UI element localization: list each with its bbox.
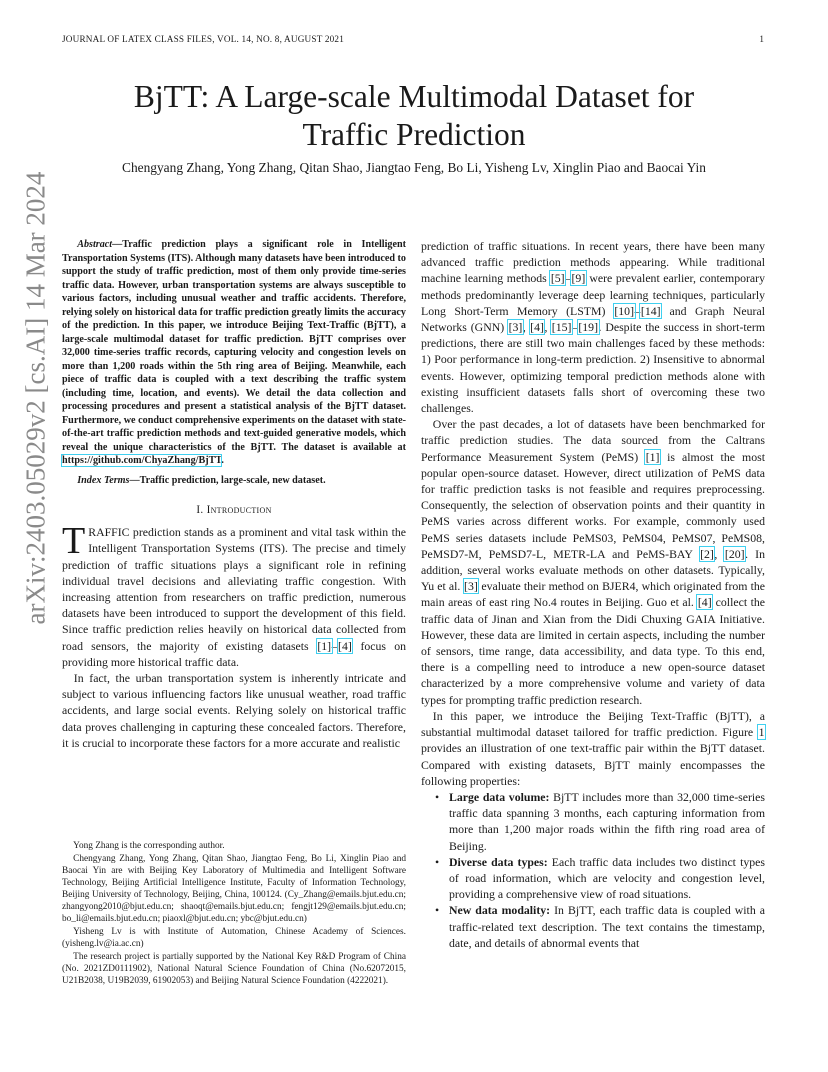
- separator: ,: [714, 546, 725, 561]
- text: evaluate their method on BJER4, which originated from the main areas of east ring No.4 routes in Beijing. Guo et al.: [421, 579, 766, 610]
- list-item-head: Diverse data types:: [449, 854, 548, 869]
- footnote-affiliation: Chengyang Zhang, Yong Zhang, Qitan Shao, Jiangtao Feng, Bo Li, Xinglin Piao and Baocai Yin are with Beijing Key Laboratory of Multimedia and Intelligent Software Technology, Beijing Artificial Intelligence Institute, Faculty of Information Technology, Beijing University of Technology, Beijing, China, 100124. (Cy_Zhang@emails.bjut.edu.cn; zhangyong2010@bjut.edu.cn; shaoqt@emails.bjut.edu.cn; fengjt129@emails.bjut.edu.cn; bo_li@emails.bjut.edu.cn; piaoxl@bjut.edu.cn; ybc@bjut.edu.cn): [62, 854, 406, 924]
- index-terms: [62, 474, 406, 488]
- citation-link[interactable]: [20]: [724, 546, 745, 561]
- separator: ,: [544, 320, 552, 335]
- first-word-rest: RAFFIC: [88, 525, 130, 540]
- title-line-1: BjTT: A Large-scale Multimodal Dataset for: [133, 79, 695, 114]
- running-head: JOURNAL OF LATEX CLASS FILES, VOL. 14, NO. 8, AUGUST 2021: [62, 34, 345, 44]
- abstract-text: —Traffic prediction plays a significant role in Intelligent Transportation Systems (ITS). Although many datasets have been introduced to support the study of traffic prediction, most of them only provide time-series traffic data. However, urban transportation systems are always susceptible to various factors, including unusual weather and traffic accidents. Therefore, relying solely on historical data for traffic prediction greatly limits the accuracy of the prediction. In this paper, we introduce Beijing Text-Traffic (BjTT), a large-scale multimodal dataset for traffic prediction. BjTT comprises over 32,000 time-series traffic records, capturing velocity and congestion levels on more than 1,200 roads within the 5th ring area of Beijing. Meanwhile, each piece of traffic data is coupled with a text describing the traffic system (including time, location, and events). We detail the data collection and processing procedures and present a statistical analysis of the BjTT dataset. Furthermore, we conduct comprehensive experiments on the dataset with state-of-the-art traffic prediction methods and text-guided generative models, which reveal the unique characteristics of the BjTT. The dataset is available at: [62, 239, 406, 453]
- intro-p1-text: prediction stands as a prominent and vital task within the Intelligent Transportation Systems (ITS). The precise and timely prediction of traffic situations plays a significant role in refining individual travel decisions and alleviating traffic congestion. With increasing attention from researchers on traffic prediction, numerous datasets have been introduced to support the development of this field. Since traffic prediction relies heavily on historical data collected from road sensors, the majority of existing datasets: [62, 525, 406, 653]
- citation-link[interactable]: [3]: [508, 320, 523, 335]
- separator: ,: [522, 320, 530, 335]
- list-item-text: BjTT includes more than 32,000 time-series traffic data spanning 3 months, each capturing information from more than 1,200 major roads within the fifth ring road area of Beijing.: [449, 789, 765, 853]
- citation-link[interactable]: [5]: [550, 271, 565, 286]
- properties-list: [421, 789, 765, 951]
- citation-link[interactable]: [9]: [571, 271, 586, 286]
- right-column: [421, 238, 765, 951]
- author-list: Chengyang Zhang, Yong Zhang, Qitan Shao, Jiangtao Feng, Bo Li, Yisheng Lv, Xinglin Piao and Baocai Yin: [122, 160, 706, 175]
- list-item: [421, 789, 765, 854]
- intro-p1-text-end: focus on providing more historical traffic data.: [62, 638, 406, 669]
- footnote-funding: The research project is partially supported by the National Key R&D Program of China (No. 2021ZD0111902), National Natural Science Foundation of China (No.62072015, U21B2038, U19B2039, 61902053) and Beijing Natural Science Foundation (4222021).: [62, 952, 406, 986]
- drop-cap: T: [62, 520, 86, 563]
- footnotes: [62, 840, 406, 988]
- citation-dash: –: [571, 320, 578, 335]
- citation-link[interactable]: [10]: [614, 303, 634, 318]
- footnote-affiliation-2: Yisheng Lv is with Institute of Automation, Chinese Academy of Sciences. (yisheng.lv@ia.ac.cn): [62, 927, 406, 949]
- dataset-link[interactable]: https://github.com/ChyaZhang/BjTT: [62, 455, 222, 466]
- section-number: I.: [196, 504, 207, 516]
- text: . Despite the success in short-term predictions, there are still two main challenges faced by these methods: 1) Poor performance in long-term prediction. 2) Insensitive to abnormal events. However, optimizing temporal prediction methods alone with existing insufficient datasets falls short of overcoming these two challenges.: [421, 320, 766, 416]
- intro-paragraph-1: [62, 520, 406, 670]
- citation-link[interactable]: [2]: [700, 546, 714, 561]
- list-item-text: In BjTT, each traffic data is coupled with a traffic-related text description. The text contains the timestamp, date, and details of abnormal events that: [449, 903, 765, 950]
- section-heading-introduction: [62, 502, 406, 518]
- bullet-icon: •: [435, 789, 440, 804]
- bullet-icon: •: [435, 854, 440, 869]
- abstract-label: Abstract: [77, 239, 113, 250]
- citation-link[interactable]: [4]: [697, 595, 712, 610]
- list-item: [421, 854, 765, 903]
- text: . In addition, several works evaluate methods on other datasets. Typically, Yu et al.: [421, 546, 765, 594]
- paper-title: [80, 78, 748, 154]
- list-item: [421, 902, 765, 951]
- right-paragraph-3: [421, 708, 765, 789]
- text: is almost the most popular open-source dataset. However, direct utilization of PeMS data for traffic prediction tasks is not feasible and requires preprocessing. Consequently, the selection of observation points and their quantity in PeMS varies across different works. For example, commonly used PeMS series datasets include PeMS03, PeMS04, PeMS07, PeMS08, PeMSD7-M, PeMSD7-L, METR-LA and PeMS-BAY: [421, 449, 765, 561]
- citation-dash: –: [331, 638, 338, 653]
- text: prediction of traffic situations. In recent years, there have been many advanced traffic prediction methods appearing. While traditional machine learning methods: [421, 239, 765, 286]
- citation-link[interactable]: [1]: [317, 638, 332, 653]
- citation-link[interactable]: [1]: [645, 449, 660, 464]
- list-item-head: New data modality:: [449, 903, 551, 918]
- citation-link[interactable]: [3]: [464, 579, 478, 594]
- text: provides an illustration of one text-traffic pair within the BjTT dataset. Compared with existing datasets, BjTT mainly encompasses the following properties:: [421, 741, 765, 788]
- text: collect the traffic data of Jinan and Xian from the Didi Chuxing GAIA Initiative. However, these data are limited in certain aspects, including the number of sensors, time range, data accessibility, and data type. To this end, there is a compelling need to introduce a new open-source dataset characterized by a more comprehensive volume and variety of data types for prompting traffic prediction research.: [421, 595, 766, 707]
- list-item-head: Large data volume:: [449, 789, 550, 804]
- figure-link[interactable]: 1: [758, 725, 765, 740]
- citation-link[interactable]: [4]: [338, 638, 352, 653]
- text: were prevalent earlier, contemporary methods predominantly leverage deep learning techniques, particularly Long Short-Term Memory (LSTM): [421, 271, 765, 318]
- citation-dash: –: [634, 303, 641, 318]
- bullet-icon: •: [435, 903, 440, 918]
- abstract: [62, 238, 406, 468]
- left-column: [62, 238, 406, 751]
- citation-link[interactable]: [4]: [530, 320, 544, 335]
- index-terms-label: Index Terms: [77, 474, 130, 486]
- abstract-end: .: [221, 455, 224, 466]
- page-number: 1: [759, 34, 764, 44]
- citation-link[interactable]: [19]: [578, 320, 598, 335]
- section-title: Introduction: [206, 504, 272, 516]
- index-terms-text: —Traffic prediction, large-scale, new dataset.: [129, 474, 326, 486]
- text: and Graph Neural Networks (GNN): [421, 303, 765, 335]
- citation-link[interactable]: [15]: [551, 320, 572, 335]
- title-line-2: Traffic Prediction: [302, 117, 526, 152]
- text: In this paper, we introduce the Beijing Text-Traffic (BjTT), a substantial multimodal dataset tailored for traffic prediction. Figure: [421, 708, 765, 740]
- intro-paragraph-2: In fact, the urban transportation system is inherently intricate and subject to various influencing factors like unusual weather, road traffic accidents, and large social events. Relying solely on historical traffic data proves challenging in capturing these concealed factors. Therefore, it is crucial to incorporate these factors for a more accurate and realistic: [62, 671, 406, 750]
- text: Over the past decades, a lot of datasets have been benchmarked for traffic prediction studies. The data sourced from the Caltrans Performance Measurement System (PeMS): [421, 417, 765, 464]
- arxiv-identifier-text: arXiv:2403.05029v2 [cs.AI] 14 Mar 2024: [20, 171, 51, 625]
- list-item-text: Each traffic data includes two distinct types of road information, which are velocity and congestion level, providing a comprehensive view of road situations.: [449, 854, 765, 902]
- right-paragraph-2: [421, 416, 765, 708]
- citation-dash: –: [565, 271, 571, 286]
- right-paragraph-1: [421, 238, 765, 416]
- citation-link[interactable]: [14]: [640, 303, 661, 318]
- footnote-corresponding: Yong Zhang is the corresponding author.: [73, 841, 225, 851]
